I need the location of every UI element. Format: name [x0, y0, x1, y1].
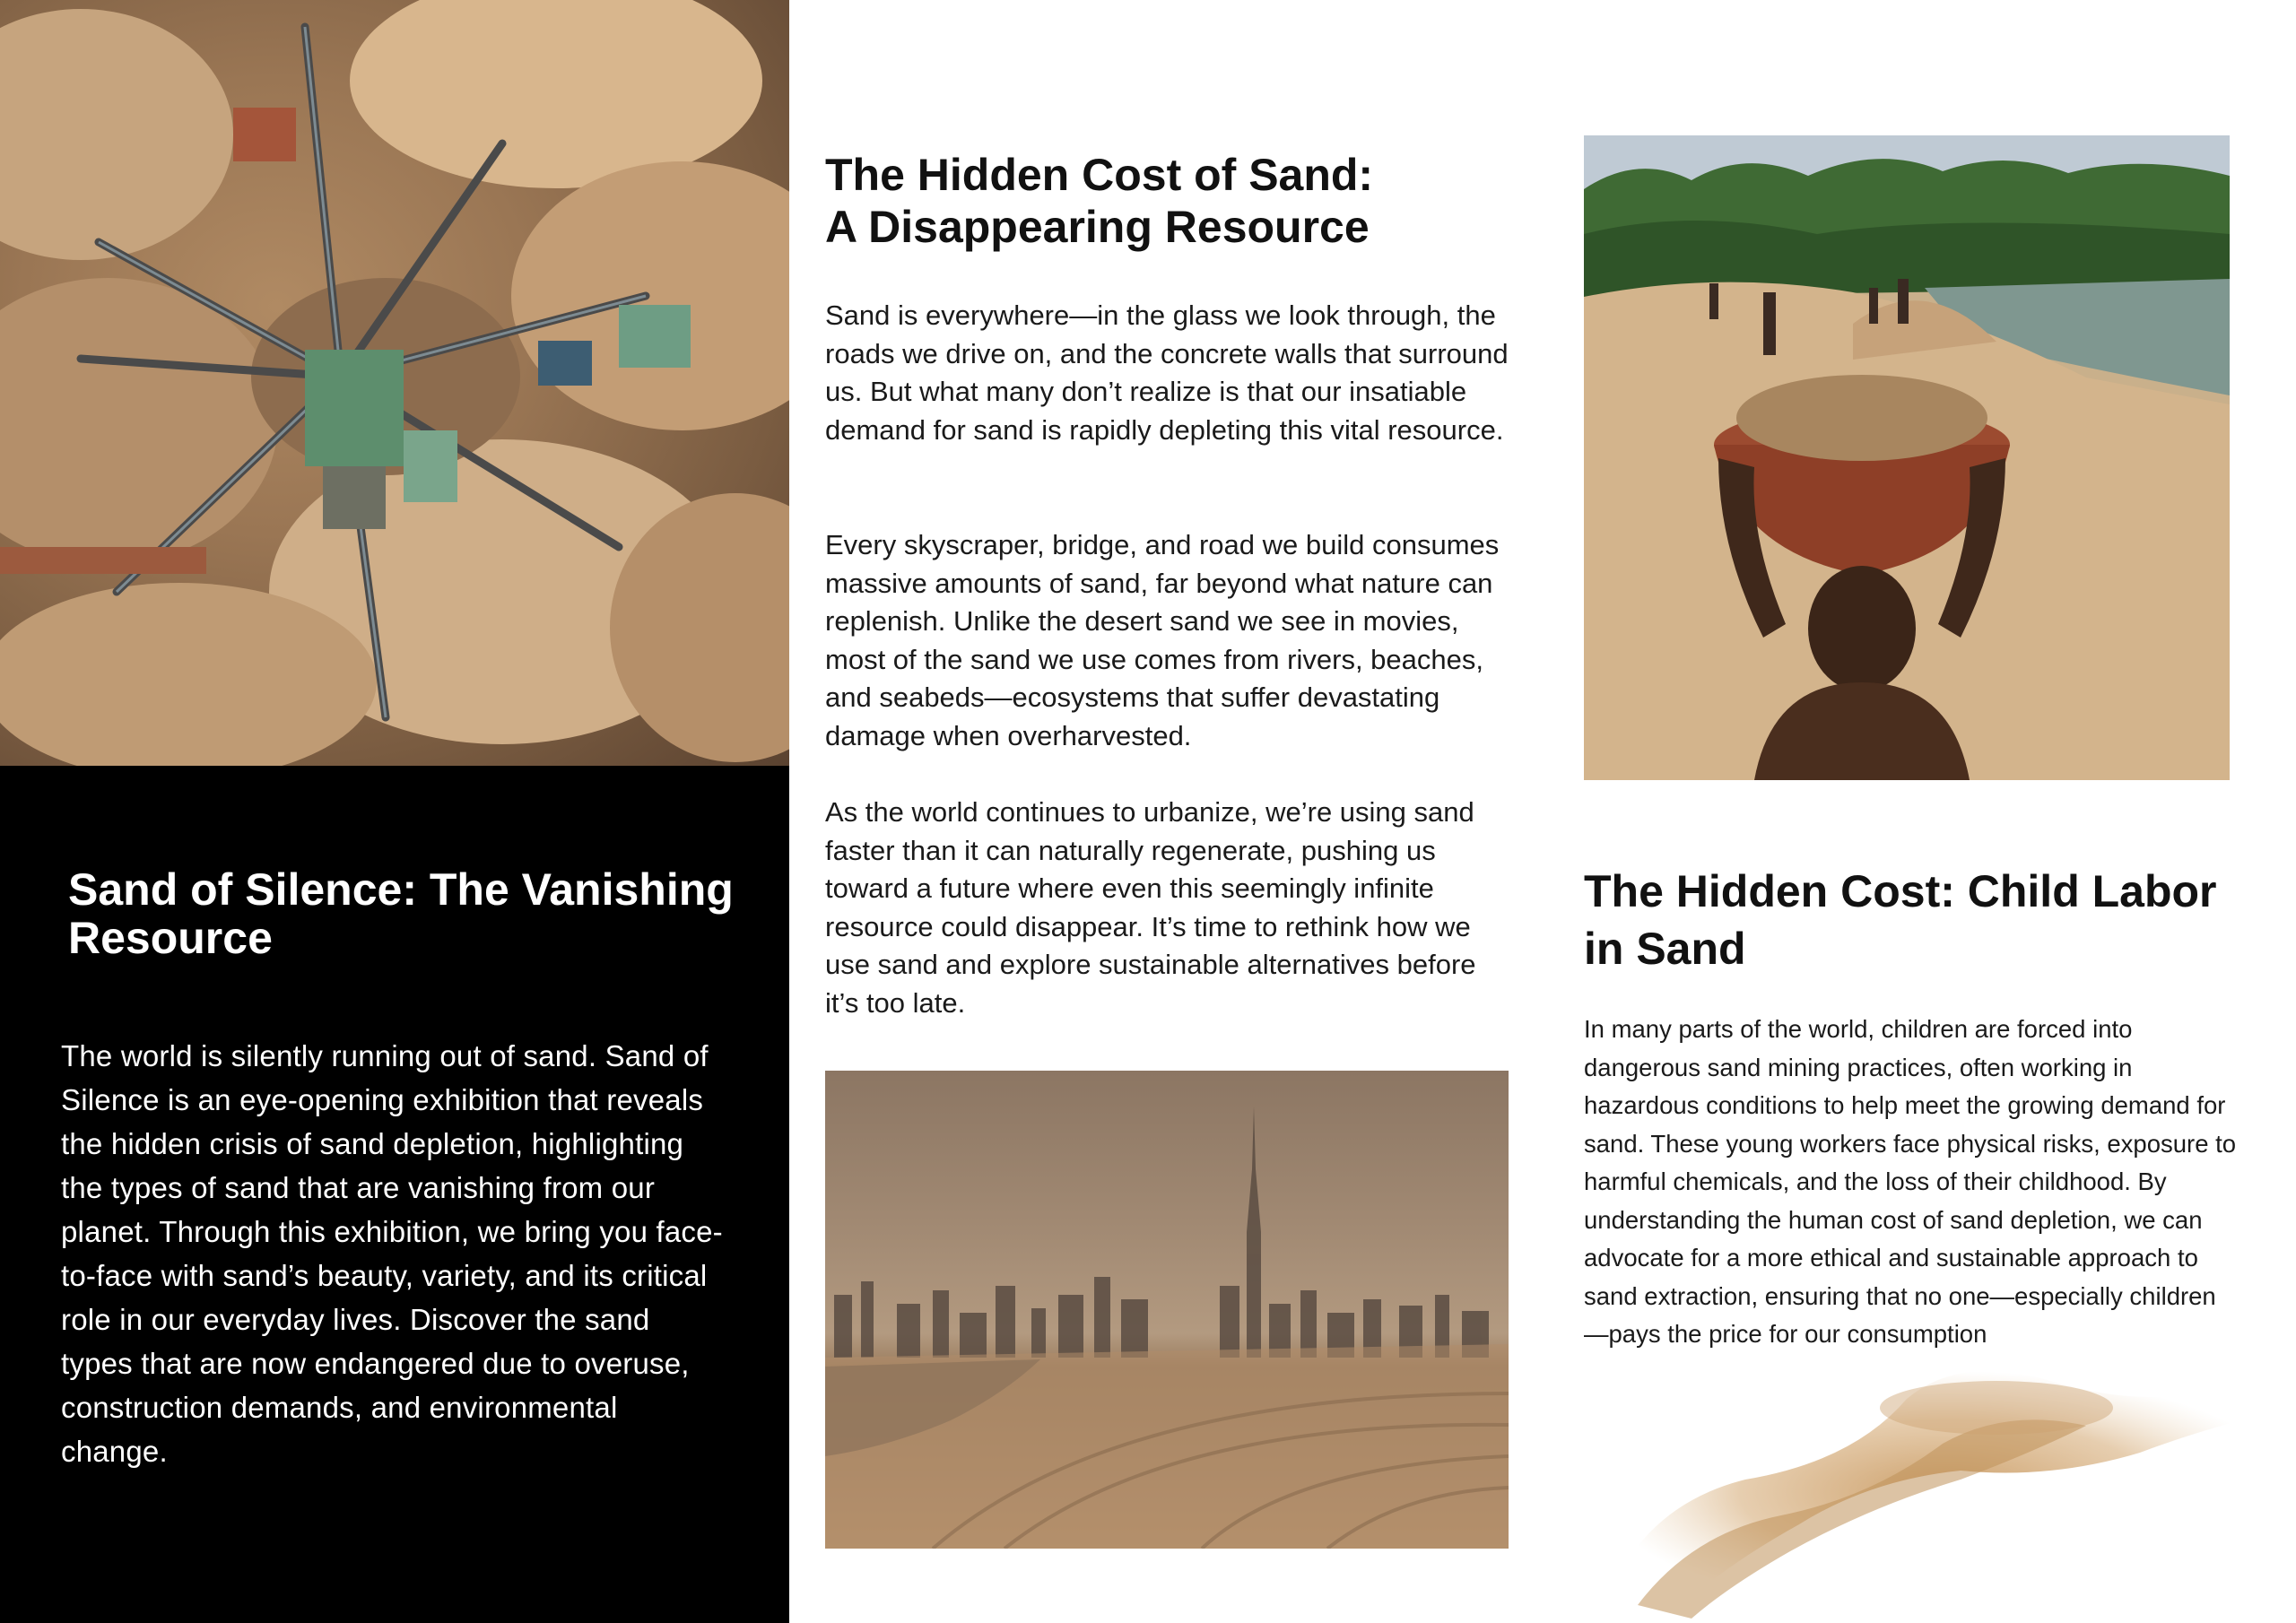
heading-line-1: The Hidden Cost of Sand: [825, 150, 1374, 200]
exhibition-description: The world is silently running out of sand. Sand of Silence is an eye-opening exhibition that reveals the hidden crisis of sand depletion, highlighting the types of sand that are vanishing from our planet. Through this exhibition, we bring you face-to-face with sand’s beauty, variety, and its critical role in our everyday lives. Discover the sand types that are now endangered due to overuse, construction demands, and environmental change. [61, 1039, 723, 1468]
right-panel [1543, 0, 2296, 1623]
sand-splash-image [1584, 1345, 2296, 1623]
child-labor-description: In many parts of the world, children are forced into dangerous sand mining practices, often working in hazardous conditions to help meet the growing demand for sand. These young workers face physical risks, exposure to harmful chemicals, and the loss of their childhood. By understanding the human cost of sand depletion, we can advocate for a more ethical and sustainable approach to sand extraction, ensuring that no one—especially children—pays the price for our consumption [1584, 1015, 2237, 1348]
exhibition-title: Sand of Silence: The Vanishing Resource [68, 864, 734, 963]
child-labor-heading: The Hidden Cost: Child Labor in Sand [1584, 866, 2217, 974]
paragraph-urbanization: As the world continues to urbanize, we’re using sand faster than it can naturally regenerate, pushing us toward a future where even this seemingly infinite resource could disappear. It’s time to rethink how we use sand and explore sustainable alternatives before it’s too late. [825, 796, 1476, 1019]
sand-quarry-aerial-photo [0, 0, 789, 766]
left-panel [0, 0, 789, 1623]
paragraph-construction-demand: Every skyscraper, bridge, and road we build consumes massive amounts of sand, far beyond what nature can replenish. Unlike the desert sand we see in movies, most of the sand we use comes from rivers, beaches, and seabeds—ecosystems that suffer devastating damage when overharvested. [825, 529, 1500, 751]
desert-city-skyline-photo [825, 1071, 1509, 1549]
hidden-cost-heading [825, 149, 1507, 253]
heading-line-2: A Disappearing Resource [825, 202, 1370, 252]
paragraph-sand-everywhere: Sand is everywhere—in the glass we look through, the roads we drive on, and the concrete walls that surround us. But what many don’t realize is that our insatiable demand for sand is rapidly depleting this vital resource. [825, 299, 1509, 446]
middle-panel [789, 0, 1543, 1623]
child-carrying-sand-photo [1584, 135, 2230, 780]
